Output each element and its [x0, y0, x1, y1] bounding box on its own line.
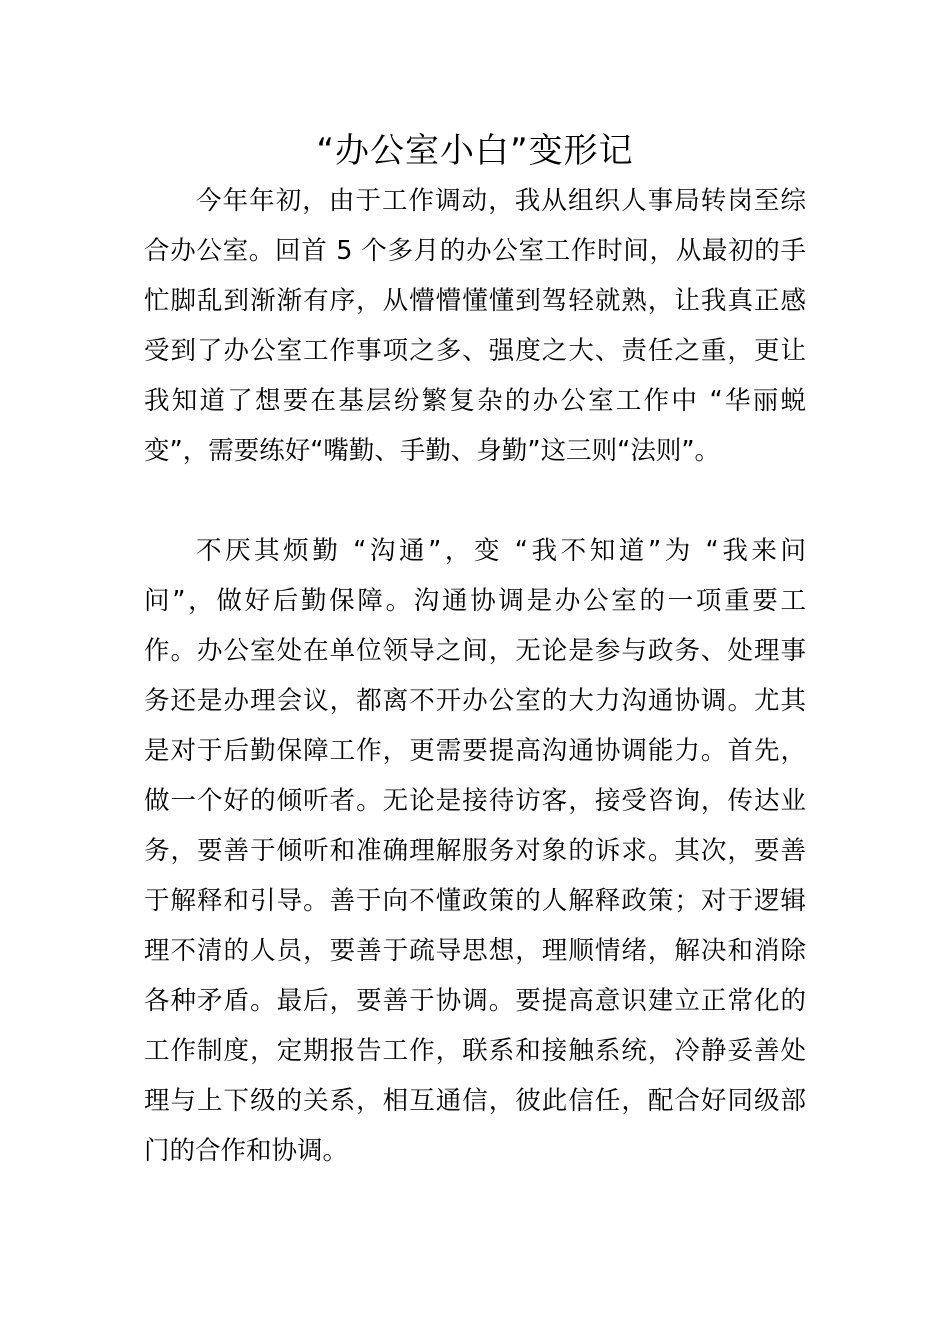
paragraph-2-line-3: 作。办公室处在单位领导之间，无论是参与政务、处理事 — [144, 636, 806, 666]
paragraph-2-line-5: 是对于后勤保障工作，更需要提高沟通协调能力。首先， — [144, 736, 806, 766]
paragraph-2-line-6: 做一个好的倾听者。无论是接待访客，接受咨询，传达业 — [144, 786, 806, 816]
paragraph-2-line-1: 不厌其烦勤 “沟通”，变 “我不知道”为 “我来问 — [196, 536, 806, 566]
paragraph-2-line-4: 务还是办理会议，都离不开办公室的大力沟通协调。尤其 — [144, 686, 806, 716]
paragraph-1-line-5: 我知道了想要在基层纷繁复杂的办公室工作中 “华丽蜕 — [144, 386, 806, 416]
paragraph-2-line-10: 各种矛盾。最后，要善于协调。要提高意识建立正常化的 — [144, 986, 806, 1016]
paragraph-1-line-6: 变”，需要练好“嘴勤、手勤、身勤”这三则“法则”。 — [144, 436, 721, 466]
paragraph-2-line-12: 理与上下级的关系，相互通信，彼此信任，配合好同级部 — [144, 1086, 806, 1116]
paragraph-2-line-2: 问”，做好后勤保障。沟通协调是办公室的一项重要工 — [144, 586, 806, 616]
paragraph-2-line-7: 务，要善于倾听和准确理解服务对象的诉求。其次，要善 — [144, 836, 806, 866]
document-title: “办公室小白”变形记 — [316, 131, 634, 171]
paragraph-1-line-1: 今年年初，由于工作调动，我从组织人事局转岗至综 — [196, 186, 806, 216]
paragraph-1-line-2: 合办公室。回首 5 个多月的办公室工作时间，从最初的手 — [144, 236, 806, 266]
paragraph-2-line-8: 于解释和引导。善于向不懂政策的人解释政策；对于逻辑 — [144, 886, 806, 916]
paragraph-2-line-11: 工作制度，定期报告工作，联系和接触系统，冷静妥善处 — [144, 1036, 806, 1066]
paragraph-2-line-9: 理不清的人员，要善于疏导思想，理顺情绪，解决和消除 — [144, 936, 806, 966]
paragraph-1-line-3: 忙脚乱到渐渐有序，从懵懵懂懂到驾轻就熟，让我真正感 — [144, 286, 806, 316]
paragraph-1-line-4: 受到了办公室工作事项之多、强度之大、责任之重，更让 — [144, 336, 806, 366]
paragraph-2-line-13: 门的合作和协调。 — [144, 1136, 349, 1166]
